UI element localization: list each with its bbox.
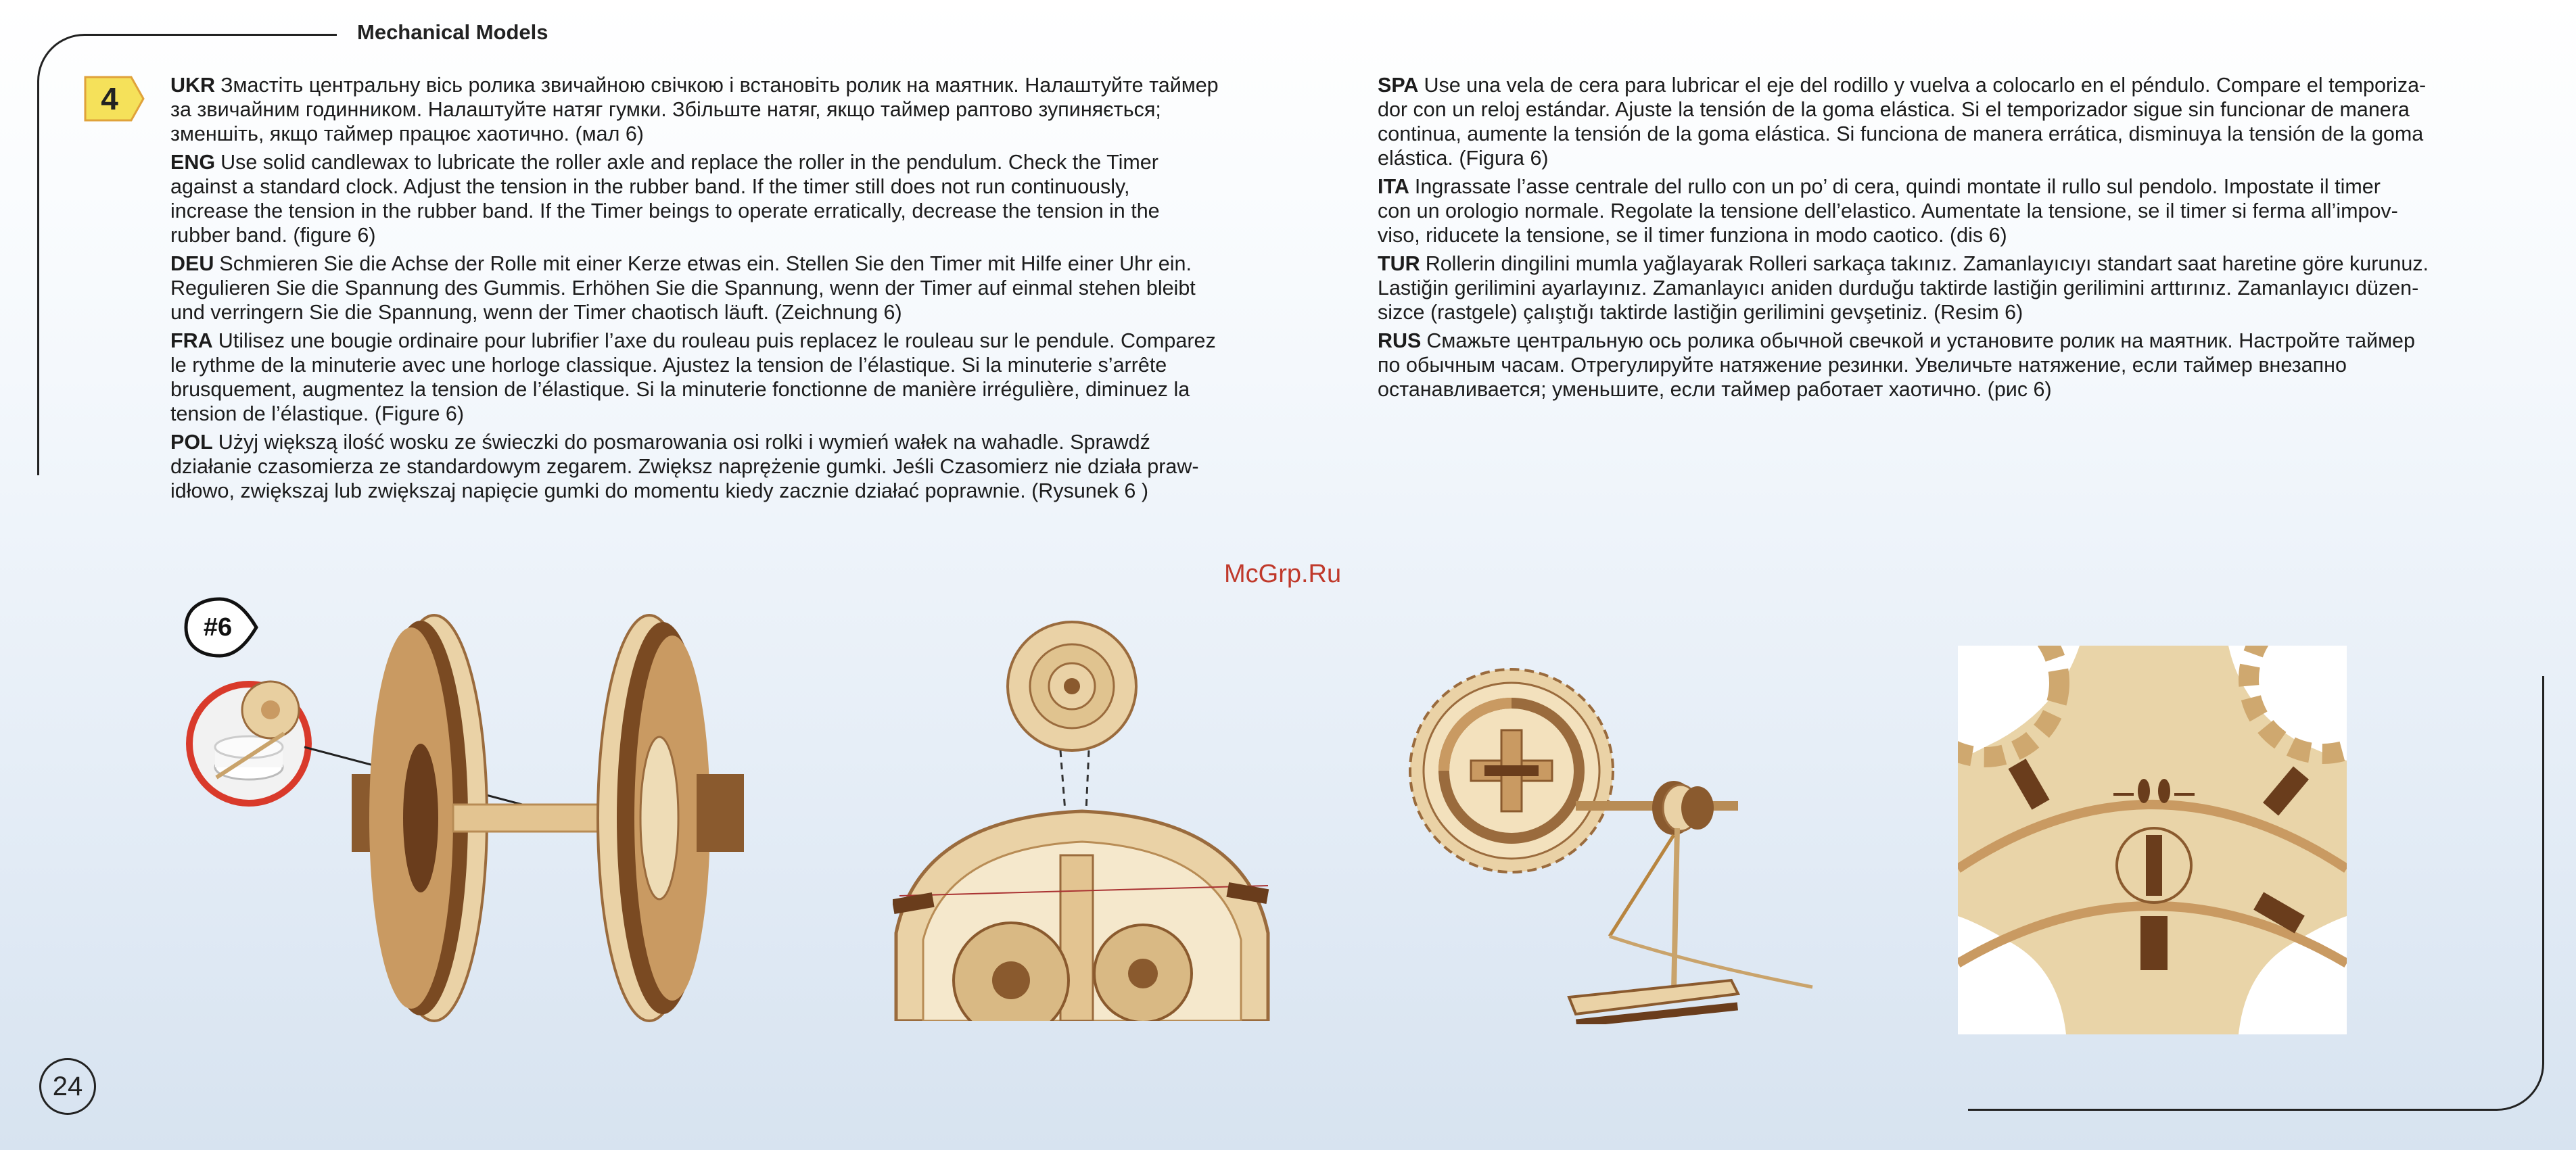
paragraph-spa — [1378, 73, 2514, 170]
roller-small — [1008, 622, 1136, 750]
page-number: 24 — [39, 1058, 96, 1115]
paragraph-line — [170, 150, 1307, 174]
roller-axle — [453, 805, 609, 832]
paragraph-line — [170, 402, 1307, 426]
paragraph-line — [170, 122, 1307, 146]
gear-stand-illustration — [1407, 612, 1826, 1024]
line-text: за звичайним годинником. Налаштуйте натяг гумки. Збільште натяг, якщо таймер раптово зупиняється; — [170, 98, 1161, 121]
paragraph-line — [1378, 377, 2514, 402]
paragraph-line — [170, 454, 1307, 479]
paragraph-ukr — [170, 73, 1307, 146]
line-text: sizce (rastgele) çalıştığı taktirde lastiğin gerilimini gevşetiniz. (Resim 6) — [1378, 301, 2023, 324]
line-text: elástica. (Figura 6) — [1378, 147, 1549, 170]
paragraph-line — [1378, 199, 2514, 223]
paragraph-line — [1378, 97, 2514, 122]
paragraph-line — [1378, 329, 2514, 353]
paragraph-line — [170, 199, 1307, 223]
watermark: McGrp.Ru — [1224, 560, 1342, 588]
paragraph-deu — [170, 251, 1307, 325]
language-code: TUR — [1378, 252, 1420, 275]
language-code: FRA — [170, 329, 213, 352]
line-text: brusquement, augmentez la tension de l’élastique. Si la minuterie fonctionne de manière irrégulière, diminuez la — [170, 378, 1190, 401]
paragraph-line — [170, 430, 1307, 454]
line-text: Lastiğin gerilimini ayarlayınız. Zamanlayıcı aniden durduğu taktirde lastiğin gerilimini arttırınız. Zamanlayıcı düzen- — [1378, 277, 2419, 300]
paragraph-fra — [170, 329, 1307, 426]
paragraph-line — [1378, 276, 2514, 300]
line-text: against a standard clock. Adjust the tension in the rubber band. If the timer still does not run continuously, — [170, 175, 1130, 198]
roller-wheel-right — [598, 615, 744, 1021]
language-code: ITA — [1378, 175, 1409, 198]
candle-callout — [189, 681, 308, 803]
paragraph-line — [1378, 174, 2514, 199]
paragraph-line — [1378, 146, 2514, 170]
paragraph-line — [1378, 73, 2514, 97]
line-text: działanie czasomierza ze standardowym zegarem. Zwiększ naprężenie gumki. Jeśli Czasomierz nie działa praw- — [170, 455, 1199, 478]
step-badge — [83, 74, 147, 123]
step-number: 4 — [101, 81, 118, 116]
paragraph-line — [170, 251, 1307, 276]
instructions-left-column — [170, 73, 1307, 507]
line-text: Смажьте центральную ось ролика обычной свечкой и установите ролик на маятник. Настройте таймер — [1426, 329, 2415, 352]
paragraph-line — [1378, 353, 2514, 377]
line-text: increase the tension in the rubber band. If the Timer beings to operate erratically, decrease the tension in the — [170, 199, 1160, 222]
figure-tag-label: #6 — [203, 613, 233, 642]
language-code: UKR — [170, 74, 216, 97]
paragraph-rus — [1378, 329, 2514, 402]
line-text: Użyj większą ilość wosku ze świeczki do posmarowania osi rolki i wymień wałek na wahadle. Sprawdź — [218, 431, 1150, 454]
paragraph-line — [1378, 223, 2514, 247]
paragraph-line — [1378, 300, 2514, 325]
stand-roller — [1652, 781, 1714, 835]
roller-illustration — [183, 608, 751, 1028]
language-code: ENG — [170, 151, 216, 174]
line-text: зменшіть, якщо таймер працює хаотично. (мал 6) — [170, 122, 644, 145]
pendulum-illustration — [893, 615, 1271, 1021]
instructions-right-column — [1378, 73, 2514, 406]
line-text: Ingrassate l’asse centrale del rullo con un po’ di cera, quindi montate il rullo sul pendolo. Impostate il timer — [1414, 175, 2381, 198]
paragraph-line — [170, 329, 1307, 353]
line-text: idłowo, zwiększaj lub zwiększaj napięcie gumki do momentu kiedy zacznie działać poprawnie. (Rysunek 6 ) — [170, 479, 1149, 502]
escape-gear — [1410, 669, 1613, 872]
paragraph-eng — [170, 150, 1307, 247]
paragraph-tur — [1378, 251, 2514, 325]
line-text: Schmieren Sie die Achse der Rolle mit einer Kerze etwas ein. Stellen Sie den Timer mit Hilfe einer Uhr ein. — [219, 252, 1192, 275]
language-code: RUS — [1378, 329, 1422, 352]
line-text: und verringern Sie die Spannung, wenn der Timer chaotisch läuft. (Zeichnung 6) — [170, 301, 902, 324]
gear-closeup-photo — [1958, 646, 2347, 1034]
paragraph-line — [170, 223, 1307, 247]
line-text: Rollerin dingilini mumla yağlayarak Rolleri sarkaça takınız. Zamanlayıcıyı standart saat haretine göre kurunuz. — [1425, 252, 2429, 275]
paragraph-line — [1378, 122, 2514, 146]
line-text: con un orologio normale. Regolate la tensione dell’elastico. Aumentate la tensione, se il timer si ferma all’impov- — [1378, 199, 2398, 222]
line-text: Змастіть центральну вісь ролика звичайною свічкою і встановіть ролик на маятник. Налаштуйте таймер — [220, 74, 1219, 97]
line-text: tension de l’élastique. (Figure 6) — [170, 402, 465, 425]
line-text: continua, aumente la tensión de la goma elástica. Si funciona de manera errática, disminuya la tensión de la goma — [1378, 122, 2424, 145]
line-text: Use solid candlewax to lubricate the roller axle and replace the roller in the pendulum. Check the Timer — [220, 151, 1158, 174]
section-title: Mechanical Models — [357, 20, 548, 44]
paragraph-ita — [1378, 174, 2514, 247]
paragraph-line — [170, 300, 1307, 325]
line-text: Regulieren Sie die Spannung des Gummis. Erhöhen Sie die Spannung, wenn der Timer auf einmal stehen bleibt — [170, 277, 1196, 300]
line-text: dor con un reloj estándar. Ajuste la tensión de la goma elástica. Si el temporizador sigue sin funcionar de manera — [1378, 98, 2410, 121]
paragraph-line — [170, 353, 1307, 377]
language-code: DEU — [170, 252, 214, 275]
paragraph-pol — [170, 430, 1307, 503]
line-text: останавливается; уменьшите, если таймер работает хаотично. (рис 6) — [1378, 378, 2052, 401]
line-text: le rythme de la minuterie avec une horloge classique. Ajustez la tension de l’élastique. Si la minuterie s’arrête — [170, 354, 1167, 377]
paragraph-line — [170, 73, 1307, 97]
line-text: rubber band. (figure 6) — [170, 224, 376, 247]
paragraph-line — [170, 174, 1307, 199]
line-text: viso, riducete la tensione, se il timer funziona in modo caotico. (dis 6) — [1378, 224, 2007, 247]
line-text: по обычным часам. Отрегулируйте натяжение резинки. Увеличьте натяжение, если таймер внезапно — [1378, 354, 2347, 377]
language-code: SPA — [1378, 74, 1419, 97]
paragraph-line — [170, 276, 1307, 300]
line-text: Utilisez une bougie ordinaire pour lubrifier l’axe du rouleau puis replacez le rouleau sur le pendule. Comparez — [218, 329, 1216, 352]
paragraph-line — [170, 97, 1307, 122]
paragraph-line — [170, 479, 1307, 503]
paragraph-line — [1378, 251, 2514, 276]
line-text: Use una vela de cera para lubricar el eje del rodillo y vuelva a colocarlo en el péndulo. Compare el temporiza- — [1424, 74, 2427, 97]
language-code: POL — [170, 431, 213, 454]
paragraph-line — [170, 377, 1307, 402]
